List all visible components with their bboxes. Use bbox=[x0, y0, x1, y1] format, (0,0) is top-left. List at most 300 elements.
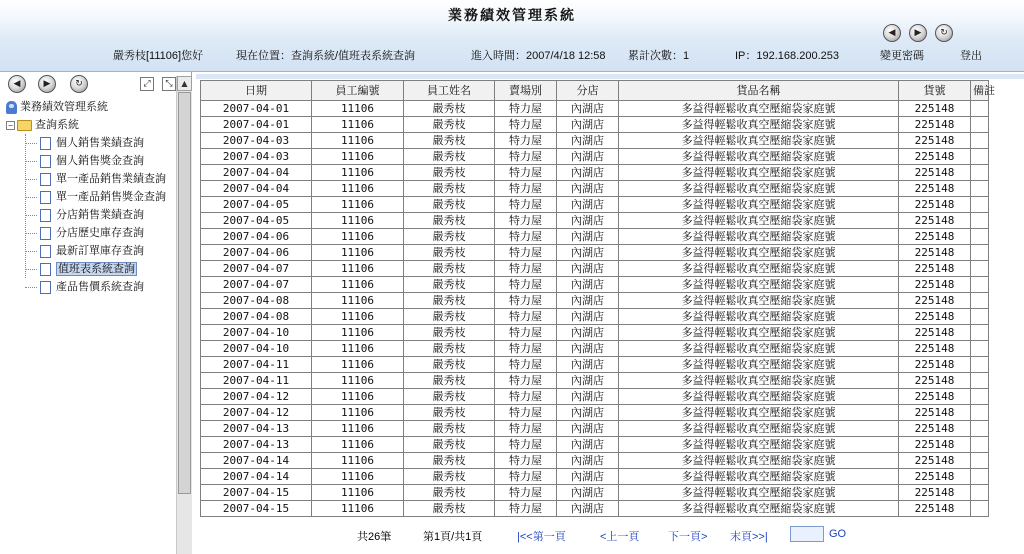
page-icon bbox=[40, 281, 51, 294]
page-icon bbox=[40, 227, 51, 240]
table-row bbox=[201, 277, 989, 293]
next-page-link[interactable]: 下一頁> bbox=[668, 531, 708, 543]
table-cell: 特力屋 bbox=[495, 389, 557, 405]
page-icon bbox=[40, 209, 51, 222]
table-cell: 內湖店 bbox=[557, 469, 619, 485]
table-cell bbox=[971, 101, 989, 117]
table-cell: 11106 bbox=[312, 245, 404, 261]
table-cell: 225148 bbox=[899, 341, 971, 357]
forward-icon[interactable]: ▶ bbox=[909, 24, 927, 42]
table-cell: 內湖店 bbox=[557, 453, 619, 469]
table-cell: 2007-04-10 bbox=[201, 341, 312, 357]
table-cell: 2007-04-04 bbox=[201, 181, 312, 197]
table-cell bbox=[971, 453, 989, 469]
change-password-link[interactable]: 變更密碼 bbox=[880, 50, 924, 62]
table-cell: 嚴秀枝 bbox=[404, 181, 495, 197]
table-cell: 內湖店 bbox=[557, 133, 619, 149]
table-cell: 嚴秀枝 bbox=[404, 277, 495, 293]
table-cell: 嚴秀枝 bbox=[404, 309, 495, 325]
table-cell: 2007-04-07 bbox=[201, 261, 312, 277]
left-panel bbox=[0, 72, 192, 554]
table-cell: 內湖店 bbox=[557, 197, 619, 213]
table-cell bbox=[971, 117, 989, 133]
table-cell: 2007-04-10 bbox=[201, 325, 312, 341]
table-cell: 特力屋 bbox=[495, 197, 557, 213]
table-cell: 嚴秀枝 bbox=[404, 101, 495, 117]
table-cell: 特力屋 bbox=[495, 117, 557, 133]
tree-scrollbar[interactable] bbox=[176, 76, 192, 554]
table-cell bbox=[971, 277, 989, 293]
column-header: 員工編號 bbox=[312, 81, 404, 101]
table-cell: 11106 bbox=[312, 437, 404, 453]
table-cell: 多益得輕鬆收真空壓縮袋家庭號 bbox=[619, 165, 899, 181]
table-cell: 內湖店 bbox=[557, 261, 619, 277]
table-cell: 內湖店 bbox=[557, 421, 619, 437]
table-cell: 特力屋 bbox=[495, 501, 557, 517]
table-cell: 嚴秀枝 bbox=[404, 357, 495, 373]
table-cell: 多益得輕鬆收真空壓縮袋家庭號 bbox=[619, 293, 899, 309]
table-cell: 內湖店 bbox=[557, 277, 619, 293]
table-cell: 特力屋 bbox=[495, 453, 557, 469]
table-row bbox=[201, 389, 989, 405]
table-cell: 225148 bbox=[899, 133, 971, 149]
scroll-thumb[interactable] bbox=[178, 92, 191, 494]
table-cell: 11106 bbox=[312, 469, 404, 485]
table-cell: 225148 bbox=[899, 293, 971, 309]
ip-address: IP：192.168.200.253 bbox=[735, 50, 839, 62]
table-cell: 11106 bbox=[312, 133, 404, 149]
table-cell: 多益得輕鬆收真空壓縮袋家庭號 bbox=[619, 197, 899, 213]
table-cell: 11106 bbox=[312, 149, 404, 165]
table-row bbox=[201, 325, 989, 341]
table-cell: 特力屋 bbox=[495, 485, 557, 501]
table-cell: 11106 bbox=[312, 261, 404, 277]
top-header bbox=[0, 0, 1024, 72]
table-cell bbox=[971, 229, 989, 245]
column-header: 員工姓名 bbox=[404, 81, 495, 101]
table-cell: 2007-04-11 bbox=[201, 357, 312, 373]
table-cell: 嚴秀枝 bbox=[404, 165, 495, 181]
table-cell: 225148 bbox=[899, 277, 971, 293]
first-page-link[interactable]: |<<第一頁 bbox=[517, 531, 566, 543]
table-cell: 225148 bbox=[899, 309, 971, 325]
tree-item-label: 產品售價系統查詢 bbox=[56, 281, 144, 293]
table-cell: 2007-04-01 bbox=[201, 101, 312, 117]
table-cell: 內湖店 bbox=[557, 181, 619, 197]
table-cell: 特力屋 bbox=[495, 469, 557, 485]
table-cell: 嚴秀枝 bbox=[404, 469, 495, 485]
table-cell: 內湖店 bbox=[557, 357, 619, 373]
table-cell: 2007-04-03 bbox=[201, 149, 312, 165]
column-header: 日期 bbox=[201, 81, 312, 101]
table-cell: 11106 bbox=[312, 197, 404, 213]
table-cell: 11106 bbox=[312, 117, 404, 133]
table-cell bbox=[971, 181, 989, 197]
table-row bbox=[201, 117, 989, 133]
table-cell: 多益得輕鬆收真空壓縮袋家庭號 bbox=[619, 261, 899, 277]
table-cell: 225148 bbox=[899, 421, 971, 437]
table-cell bbox=[971, 325, 989, 341]
table-cell: 多益得輕鬆收真空壓縮袋家庭號 bbox=[619, 101, 899, 117]
table-cell: 2007-04-12 bbox=[201, 389, 312, 405]
table-cell: 多益得輕鬆收真空壓縮袋家庭號 bbox=[619, 373, 899, 389]
page-icon bbox=[40, 137, 51, 150]
table-cell: 225148 bbox=[899, 213, 971, 229]
table-cell: 多益得輕鬆收真空壓縮袋家庭號 bbox=[619, 245, 899, 261]
table-cell: 2007-04-03 bbox=[201, 133, 312, 149]
table-row bbox=[201, 261, 989, 277]
table-cell: 225148 bbox=[899, 197, 971, 213]
table-cell: 內湖店 bbox=[557, 117, 619, 133]
table-cell: 2007-04-13 bbox=[201, 437, 312, 453]
table-cell: 內湖店 bbox=[557, 405, 619, 421]
table-cell: 225148 bbox=[899, 405, 971, 421]
table-row bbox=[201, 309, 989, 325]
table-row bbox=[201, 437, 989, 453]
table-row bbox=[201, 421, 989, 437]
table-cell: 特力屋 bbox=[495, 405, 557, 421]
table-cell bbox=[971, 405, 989, 421]
expand-icon[interactable]: ⤢ bbox=[140, 77, 154, 91]
tree-toolbar bbox=[0, 72, 192, 96]
table-cell: 11106 bbox=[312, 213, 404, 229]
table-cell: 特力屋 bbox=[495, 245, 557, 261]
table-cell bbox=[971, 213, 989, 229]
table-cell: 11106 bbox=[312, 101, 404, 117]
table-cell: 11106 bbox=[312, 501, 404, 517]
visit-count: 累計次數：1 bbox=[628, 50, 690, 62]
table-cell: 多益得輕鬆收真空壓縮袋家庭號 bbox=[619, 149, 899, 165]
table-cell: 嚴秀枝 bbox=[404, 197, 495, 213]
table-row bbox=[201, 149, 989, 165]
table-cell: 11106 bbox=[312, 309, 404, 325]
table-cell: 2007-04-07 bbox=[201, 277, 312, 293]
table-cell: 11106 bbox=[312, 277, 404, 293]
tree-item-label: 個人銷售獎金查詢 bbox=[56, 155, 144, 167]
tree-item-label: 分店歷史庫存查詢 bbox=[56, 227, 144, 239]
table-cell: 多益得輕鬆收真空壓縮袋家庭號 bbox=[619, 325, 899, 341]
table-cell: 多益得輕鬆收真空壓縮袋家庭號 bbox=[619, 213, 899, 229]
main-content bbox=[196, 74, 1024, 554]
table-cell: 11106 bbox=[312, 165, 404, 181]
table-cell: 2007-04-14 bbox=[201, 469, 312, 485]
last-page-link[interactable]: 末頁>>| bbox=[730, 531, 768, 543]
column-header: 貨品名稱 bbox=[619, 81, 899, 101]
table-row bbox=[201, 101, 989, 117]
table-cell: 嚴秀枝 bbox=[404, 213, 495, 229]
table-row bbox=[201, 373, 989, 389]
tree-item[interactable] bbox=[6, 170, 176, 188]
table-cell: 特力屋 bbox=[495, 437, 557, 453]
table-cell bbox=[971, 245, 989, 261]
table-cell: 特力屋 bbox=[495, 421, 557, 437]
table-cell: 特力屋 bbox=[495, 149, 557, 165]
table-cell: 2007-04-12 bbox=[201, 405, 312, 421]
table-cell: 嚴秀枝 bbox=[404, 117, 495, 133]
table-cell: 特力屋 bbox=[495, 293, 557, 309]
table-cell: 多益得輕鬆收真空壓縮袋家庭號 bbox=[619, 277, 899, 293]
table-row bbox=[201, 485, 989, 501]
expand-toggle-icon[interactable]: − bbox=[6, 121, 15, 130]
table-cell: 內湖店 bbox=[557, 309, 619, 325]
user-greeting: 嚴秀枝[11106]您好 bbox=[113, 50, 204, 62]
table-cell: 多益得輕鬆收真空壓縮袋家庭號 bbox=[619, 357, 899, 373]
table-cell bbox=[971, 373, 989, 389]
table-cell: 內湖店 bbox=[557, 485, 619, 501]
table-cell: 多益得輕鬆收真空壓縮袋家庭號 bbox=[619, 405, 899, 421]
table-cell: 多益得輕鬆收真空壓縮袋家庭號 bbox=[619, 469, 899, 485]
nav-tree bbox=[6, 98, 176, 296]
tree-item-label: 單一產品銷售業績查詢 bbox=[56, 173, 166, 185]
tree-item-label: 個人銷售業績查詢 bbox=[56, 137, 144, 149]
table-cell bbox=[971, 341, 989, 357]
table-cell bbox=[971, 437, 989, 453]
table-cell: 特力屋 bbox=[495, 165, 557, 181]
table-cell: 特力屋 bbox=[495, 357, 557, 373]
app-title: 業務績效管理系統 bbox=[448, 8, 576, 24]
table-cell: 2007-04-01 bbox=[201, 117, 312, 133]
table-cell bbox=[971, 261, 989, 277]
tree-item[interactable] bbox=[6, 134, 176, 152]
table-cell: 多益得輕鬆收真空壓縮袋家庭號 bbox=[619, 133, 899, 149]
table-cell: 11106 bbox=[312, 341, 404, 357]
column-header: 分店 bbox=[557, 81, 619, 101]
table-cell: 嚴秀枝 bbox=[404, 501, 495, 517]
table-cell: 嚴秀枝 bbox=[404, 405, 495, 421]
table-cell: 2007-04-14 bbox=[201, 453, 312, 469]
table-cell: 11106 bbox=[312, 181, 404, 197]
table-cell: 225148 bbox=[899, 485, 971, 501]
tree-item[interactable] bbox=[6, 152, 176, 170]
table-row bbox=[201, 229, 989, 245]
table-row bbox=[201, 357, 989, 373]
folder-open-icon bbox=[17, 120, 32, 131]
table-cell: 225148 bbox=[899, 325, 971, 341]
table-cell: 特力屋 bbox=[495, 181, 557, 197]
table-row bbox=[201, 213, 989, 229]
table-cell: 內湖店 bbox=[557, 437, 619, 453]
table-cell: 特力屋 bbox=[495, 101, 557, 117]
table-cell: 225148 bbox=[899, 165, 971, 181]
table-cell bbox=[971, 165, 989, 181]
table-cell: 內湖店 bbox=[557, 325, 619, 341]
table-cell bbox=[971, 485, 989, 501]
table-row bbox=[201, 405, 989, 421]
table-cell: 225148 bbox=[899, 245, 971, 261]
table-cell: 225148 bbox=[899, 453, 971, 469]
page-icon bbox=[40, 155, 51, 168]
table-cell: 11106 bbox=[312, 293, 404, 309]
tree-item-label: 值班表系統查詢 bbox=[58, 263, 135, 275]
table-cell: 多益得輕鬆收真空壓縮袋家庭號 bbox=[619, 117, 899, 133]
table-cell: 225148 bbox=[899, 501, 971, 517]
table-cell: 2007-04-05 bbox=[201, 197, 312, 213]
tree-item[interactable] bbox=[6, 188, 176, 206]
table-cell: 11106 bbox=[312, 357, 404, 373]
table-cell: 225148 bbox=[899, 117, 971, 133]
table-cell: 2007-04-15 bbox=[201, 485, 312, 501]
table-cell: 11106 bbox=[312, 389, 404, 405]
table-cell: 多益得輕鬆收真空壓縮袋家庭號 bbox=[619, 181, 899, 197]
table-cell: 225148 bbox=[899, 437, 971, 453]
table-cell: 多益得輕鬆收真空壓縮袋家庭號 bbox=[619, 229, 899, 245]
table-row bbox=[201, 293, 989, 309]
login-time: 進入時間：2007/4/18 12:58 bbox=[471, 50, 606, 62]
table-row bbox=[201, 501, 989, 517]
table-cell: 多益得輕鬆收真空壓縮袋家庭號 bbox=[619, 421, 899, 437]
table-cell: 嚴秀枝 bbox=[404, 245, 495, 261]
table-cell bbox=[971, 389, 989, 405]
table-cell: 225148 bbox=[899, 469, 971, 485]
table-cell: 多益得輕鬆收真空壓縮袋家庭號 bbox=[619, 389, 899, 405]
tree-item[interactable] bbox=[6, 224, 176, 242]
table-cell: 225148 bbox=[899, 101, 971, 117]
tree-item[interactable] bbox=[6, 260, 176, 278]
table-cell: 特力屋 bbox=[495, 229, 557, 245]
table-cell: 11106 bbox=[312, 485, 404, 501]
table-cell: 嚴秀枝 bbox=[404, 229, 495, 245]
table-cell: 嚴秀枝 bbox=[404, 453, 495, 469]
table-cell: 2007-04-06 bbox=[201, 245, 312, 261]
table-cell: 內湖店 bbox=[557, 245, 619, 261]
table-cell: 2007-04-04 bbox=[201, 165, 312, 181]
table-cell: 11106 bbox=[312, 453, 404, 469]
table-cell bbox=[971, 469, 989, 485]
table-cell: 嚴秀枝 bbox=[404, 437, 495, 453]
tree-item-label: 分店銷售業績查詢 bbox=[56, 209, 144, 221]
page-indicator: 第1頁/共1頁 bbox=[423, 531, 483, 543]
table-cell: 特力屋 bbox=[495, 213, 557, 229]
table-cell: 特力屋 bbox=[495, 341, 557, 357]
table-cell: 225148 bbox=[899, 181, 971, 197]
table-cell: 多益得輕鬆收真空壓縮袋家庭號 bbox=[619, 453, 899, 469]
table-cell: 內湖店 bbox=[557, 149, 619, 165]
page-icon bbox=[40, 263, 51, 276]
table-cell: 嚴秀枝 bbox=[404, 133, 495, 149]
table-cell: 內湖店 bbox=[557, 293, 619, 309]
go-button[interactable]: GO bbox=[829, 528, 847, 540]
table-row bbox=[201, 341, 989, 357]
table-cell: 內湖店 bbox=[557, 165, 619, 181]
page-number-input[interactable] bbox=[790, 526, 824, 542]
table-cell: 11106 bbox=[312, 405, 404, 421]
table-cell bbox=[971, 197, 989, 213]
table-cell: 內湖店 bbox=[557, 229, 619, 245]
table-cell: 2007-04-08 bbox=[201, 309, 312, 325]
table-cell: 特力屋 bbox=[495, 325, 557, 341]
tree-item[interactable] bbox=[6, 206, 176, 224]
tree-refresh-icon[interactable]: ↻ bbox=[70, 75, 88, 93]
table-cell: 內湖店 bbox=[557, 501, 619, 517]
table-row bbox=[201, 469, 989, 485]
table-cell bbox=[971, 149, 989, 165]
table-cell: 嚴秀枝 bbox=[404, 149, 495, 165]
table-cell: 內湖店 bbox=[557, 101, 619, 117]
page-icon bbox=[40, 245, 51, 258]
table-row bbox=[201, 453, 989, 469]
table-cell: 多益得輕鬆收真空壓縮袋家庭號 bbox=[619, 341, 899, 357]
table-cell: 特力屋 bbox=[495, 133, 557, 149]
page-icon bbox=[40, 173, 51, 186]
table-cell: 特力屋 bbox=[495, 309, 557, 325]
table-cell: 嚴秀枝 bbox=[404, 421, 495, 437]
tree-forward-icon[interactable]: ▶ bbox=[38, 75, 56, 93]
table-cell: 2007-04-06 bbox=[201, 229, 312, 245]
table-cell bbox=[971, 501, 989, 517]
table-cell bbox=[971, 309, 989, 325]
column-header: 貨號 bbox=[899, 81, 971, 101]
table-cell: 2007-04-13 bbox=[201, 421, 312, 437]
collapse-icon[interactable]: ⤡ bbox=[162, 77, 176, 91]
table-row bbox=[201, 197, 989, 213]
table-cell: 內湖店 bbox=[557, 373, 619, 389]
scroll-up-icon[interactable]: ▲ bbox=[177, 76, 192, 91]
table-cell: 225148 bbox=[899, 389, 971, 405]
table-cell: 11106 bbox=[312, 373, 404, 389]
page-icon bbox=[40, 191, 51, 204]
tree-folder-query[interactable]: − 查詢系統 bbox=[6, 116, 176, 134]
table-cell: 多益得輕鬆收真空壓縮袋家庭號 bbox=[619, 501, 899, 517]
table-cell: 多益得輕鬆收真空壓縮袋家庭號 bbox=[619, 309, 899, 325]
table-cell: 225148 bbox=[899, 373, 971, 389]
table-cell: 225148 bbox=[899, 229, 971, 245]
tree-item[interactable] bbox=[6, 278, 176, 296]
table-cell: 特力屋 bbox=[495, 261, 557, 277]
table-cell: 嚴秀枝 bbox=[404, 325, 495, 341]
prev-page-link[interactable]: <上一頁 bbox=[600, 531, 640, 543]
table-row bbox=[201, 245, 989, 261]
table-cell: 內湖店 bbox=[557, 341, 619, 357]
breadcrumb: 現在位置：查詢系統/值班表系統查詢 bbox=[236, 50, 416, 62]
table-cell: 嚴秀枝 bbox=[404, 341, 495, 357]
table-row bbox=[201, 133, 989, 149]
table-cell: 多益得輕鬆收真空壓縮袋家庭號 bbox=[619, 437, 899, 453]
table-cell: 225148 bbox=[899, 261, 971, 277]
tree-root[interactable]: 業務績效管理系統 bbox=[6, 98, 176, 116]
table-cell bbox=[971, 293, 989, 309]
schedule-table bbox=[200, 80, 995, 517]
table-cell bbox=[971, 133, 989, 149]
tree-item[interactable] bbox=[6, 242, 176, 260]
table-cell: 2007-04-11 bbox=[201, 373, 312, 389]
refresh-icon[interactable]: ↻ bbox=[935, 24, 953, 42]
table-cell: 特力屋 bbox=[495, 277, 557, 293]
table-cell: 嚴秀枝 bbox=[404, 485, 495, 501]
back-icon[interactable]: ◀ bbox=[883, 24, 901, 42]
column-header: 賣場別 bbox=[495, 81, 557, 101]
table-cell: 225148 bbox=[899, 149, 971, 165]
table-cell: 225148 bbox=[899, 357, 971, 373]
table-cell: 11106 bbox=[312, 325, 404, 341]
table-cell: 2007-04-15 bbox=[201, 501, 312, 517]
table-row bbox=[201, 181, 989, 197]
table-cell: 11106 bbox=[312, 421, 404, 437]
tree-back-icon[interactable]: ◀ bbox=[8, 75, 26, 93]
logout-link[interactable]: 登出 bbox=[960, 50, 982, 62]
table-cell: 11106 bbox=[312, 229, 404, 245]
total-count: 共26筆 bbox=[357, 531, 392, 543]
column-header: 備註 bbox=[971, 81, 989, 101]
pagination bbox=[196, 524, 1024, 546]
table-cell: 嚴秀枝 bbox=[404, 389, 495, 405]
table-cell: 內湖店 bbox=[557, 389, 619, 405]
table-row bbox=[201, 165, 989, 181]
table-cell: 嚴秀枝 bbox=[404, 373, 495, 389]
table-cell: 2007-04-05 bbox=[201, 213, 312, 229]
tree-item-label: 最新訂單庫存查詢 bbox=[56, 245, 144, 257]
table-cell: 特力屋 bbox=[495, 373, 557, 389]
table-cell: 多益得輕鬆收真空壓縮袋家庭號 bbox=[619, 485, 899, 501]
